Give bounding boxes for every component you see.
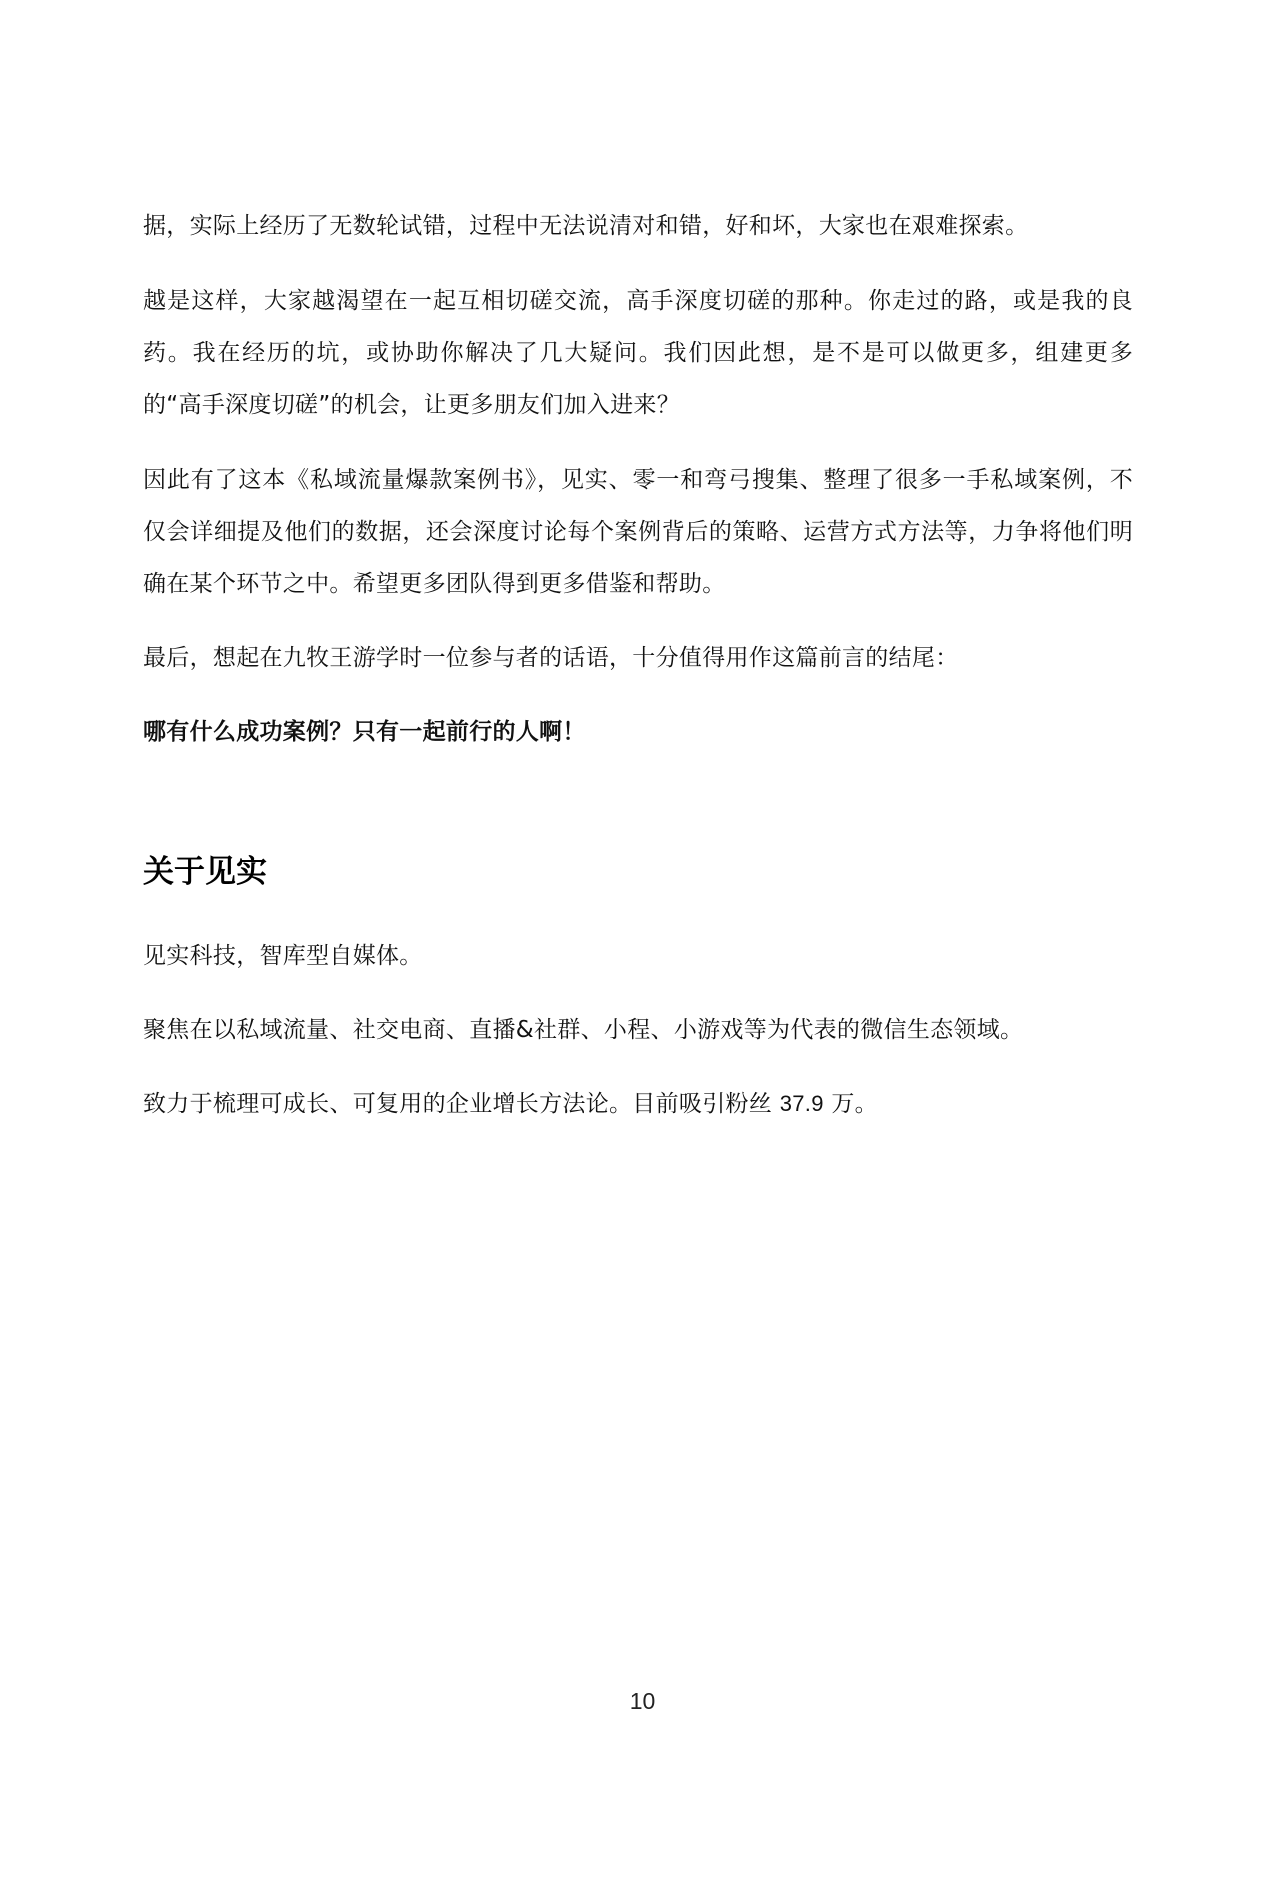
paragraph-intro-tail: 据，实际上经历了无数轮试错，过程中无法说清对和错，好和坏，大家也在艰难探索。 xyxy=(143,213,1029,239)
paragraph-closing-intro: 最后，想起在九牧王游学时一位参与者的话语，十分值得用作这篇前言的结尾： xyxy=(143,645,959,671)
about-mission-text: 致力于梳理可成长、可复用的企业增长方法论。目前吸引粉丝 xyxy=(143,1091,780,1117)
closing-quote: 哪有什么成功案例？只有一起前行的人啊！ xyxy=(143,719,586,745)
fan-count: 37.9 xyxy=(779,1091,824,1116)
about-line-mission xyxy=(143,1078,878,1130)
page-number: 10 xyxy=(629,1688,656,1714)
about-line-identity: 见实科技，智库型自媒体。 xyxy=(143,943,423,969)
paragraph-casebook: 因此有了这本《私域流量爆款案例书》，见实、零一和弯弓搜集、整理了很多一手私域案例，不仅会详细提及他们的数据，还会深度讨论每个案例背后的策略、运营方式方法等，力争将他们明确在某个环节之中。希望更多团队得到更多借鉴和帮助。 xyxy=(143,467,1133,597)
paragraph-exchange: 越是这样，大家越渴望在一起互相切磋交流，高手深度切磋的那种。你走过的路，或是我的良药。我在经历的坑，或协助你解决了几大疑问。我们因此想，是不是可以做更多，组建更多的“高手深度切磋”的机会，让更多朋友们加入进来？ xyxy=(143,288,1133,418)
about-mission-suffix: 万。 xyxy=(823,1091,878,1117)
section-heading-about: 关于见实 xyxy=(143,854,267,890)
about-line-focus: 聚焦在以私域流量、社交电商、直播&社群、小程、小游戏等为代表的微信生态领域。 xyxy=(143,1017,1024,1043)
